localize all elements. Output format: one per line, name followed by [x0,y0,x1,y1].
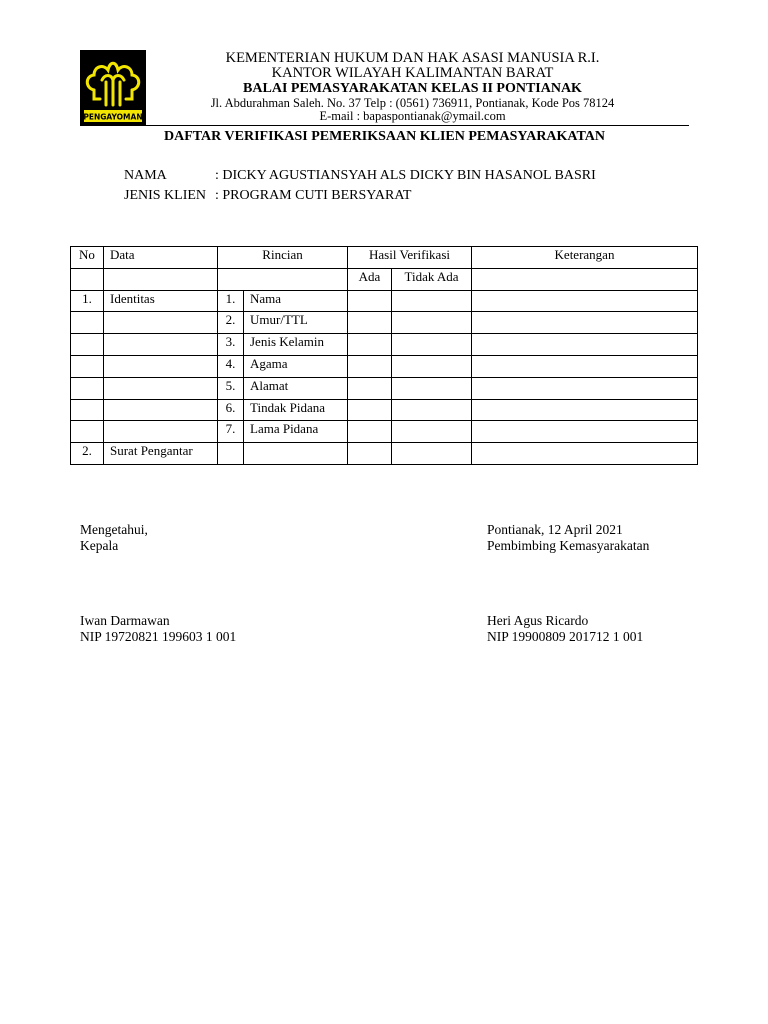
right-position: Pembimbing Kemasyarakatan [487,538,650,553]
row-sub-no: 5. [218,377,244,399]
row-data [104,312,218,334]
row-sub-no: 3. [218,334,244,356]
tidak-ada-cell [392,334,472,356]
ada-cell [348,290,392,312]
table-cell [472,268,698,290]
pengayoman-logo [80,50,146,126]
row-data [104,334,218,356]
tidak-ada-cell [392,399,472,421]
table-header-row [71,247,698,269]
left-signature-heading [80,522,148,554]
ada-cell [348,334,392,356]
left-signatory-nip: NIP 19720821 199603 1 001 [80,629,237,644]
table-row [71,399,698,421]
table-cell [71,268,104,290]
table-row [71,443,698,465]
document-title: DAFTAR VERIFIKASI PEMERIKSAAN KLIEN PEMASYARAKATAN [163,129,606,144]
keterangan-cell [472,312,698,334]
header-data: Data [104,247,218,269]
tidak-ada-cell [392,355,472,377]
header-hasil-verifikasi: Hasil Verifikasi [348,247,472,269]
header-keterangan: Keterangan [472,247,698,269]
header-divider [80,125,689,126]
table-cell [104,268,218,290]
keterangan-cell [472,443,698,465]
row-sub-label [244,443,348,465]
table-row [71,290,698,312]
header-no: No [71,247,104,269]
row-no [71,334,104,356]
row-data [104,355,218,377]
row-data: Identitas [104,290,218,312]
ada-cell [348,377,392,399]
header-rincian: Rincian [218,247,348,269]
row-data [104,421,218,443]
table-cell [218,268,348,290]
ada-cell [348,312,392,334]
row-sub-label: Lama Pidana [244,421,348,443]
table-row [71,355,698,377]
name-value: : DICKY AGUSTIANSYAH ALS DICKY BIN HASANOL BASRI [215,168,596,183]
left-signatory [80,613,236,645]
right-place-date: Pontianak, 12 April 2021 [487,522,623,537]
name-label: NAMA [124,168,167,183]
row-no [71,421,104,443]
tidak-ada-cell [392,290,472,312]
ada-cell [348,421,392,443]
left-acknowledge: Mengetahui, [80,522,148,537]
ada-cell [348,443,392,465]
row-no [71,399,104,421]
keterangan-cell [472,421,698,443]
keterangan-cell [472,355,698,377]
right-signatory [487,613,643,645]
ada-cell [348,399,392,421]
table-subheader-row [71,268,698,290]
verification-table [70,246,698,465]
row-data [104,377,218,399]
left-position: Kepala [80,538,119,553]
tidak-ada-cell [392,312,472,334]
header-institution: BALAI PEMASYARAKATAN KELAS II PONTIANAK [243,81,582,96]
row-sub-no: 7. [218,421,244,443]
row-sub-label: Alamat [244,377,348,399]
left-signatory-name: Iwan Darmawan [80,613,170,628]
row-sub-label: Nama [244,290,348,312]
client-type-value: : PROGRAM CUTI BERSYARAT [215,188,412,203]
row-sub-label: Umur/TTL [244,312,348,334]
row-no [71,312,104,334]
table-row [71,377,698,399]
keterangan-cell [472,334,698,356]
tidak-ada-cell [392,377,472,399]
row-sub-no: 1. [218,290,244,312]
right-signatory-nip: NIP 19900809 201712 1 001 [487,629,644,644]
client-type-label: JENIS KLIEN [124,188,207,203]
tidak-ada-cell [392,443,472,465]
keterangan-cell [472,290,698,312]
header-email: E-mail : bapaspontianak@ymail.com [319,109,506,123]
header-address: Jl. Abdurahman Saleh. No. 37 Telp : (0561) 736911, Pontianak, Kode Pos 78124 [210,96,615,110]
row-no: 2. [71,443,104,465]
row-data [104,399,218,421]
ada-cell [348,355,392,377]
keterangan-cell [472,377,698,399]
row-sub-label: Agama [244,355,348,377]
row-no [71,377,104,399]
row-data: Surat Pengantar [104,443,218,465]
svg-text:PENGAYOMAN: PENGAYOMAN [83,112,143,122]
table-row [71,334,698,356]
header-ministry: KEMENTERIAN HUKUM DAN HAK ASASI MANUSIA R.I. [225,50,600,66]
row-sub-label: Jenis Kelamin [244,334,348,356]
right-signature-heading [487,522,649,554]
row-sub-no: 2. [218,312,244,334]
row-sub-no: 6. [218,399,244,421]
row-sub-no [218,443,244,465]
table-row [71,312,698,334]
row-sub-no: 4. [218,355,244,377]
keterangan-cell [472,399,698,421]
row-sub-label: Tindak Pidana [244,399,348,421]
header-ada: Ada [348,268,392,290]
right-signatory-name: Heri Agus Ricardo [487,613,589,628]
table-row [71,421,698,443]
tidak-ada-cell [392,421,472,443]
header-tidak-ada: Tidak Ada [392,268,472,290]
row-no [71,355,104,377]
header-regional-office: KANTOR WILAYAH KALIMANTAN BARAT [271,65,554,81]
row-no: 1. [71,290,104,312]
